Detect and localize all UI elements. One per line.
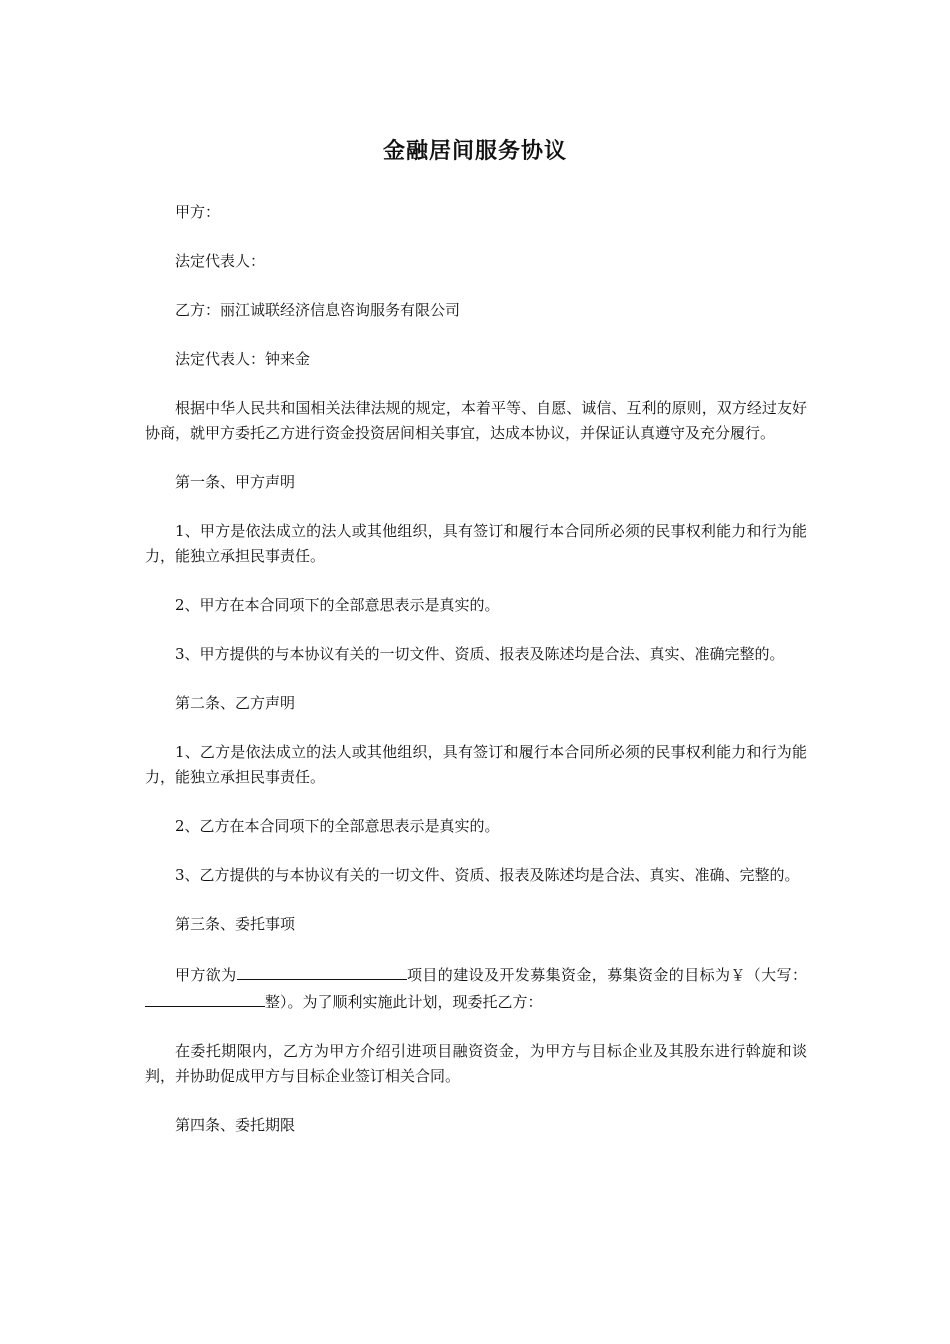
article-4-heading: 第四条、委托期限 (175, 1116, 296, 1134)
document-title: 金融居间服务协议 (382, 138, 567, 164)
article-3-text-part-2: 项目的建设及开发募集资金，募集资金的目标为￥（大写： (406, 966, 807, 984)
article-1-heading: 第一条、甲方声明 (175, 473, 296, 491)
project-name-blank[interactable] (237, 961, 407, 980)
article-3-paragraph-2: 在委托期限内，乙方为甲方介绍引进项目融资资金，为甲方与目标企业及其股东进行斡旋和谈判，并协助促成甲方与目标企业签订相关合同。 (145, 1042, 807, 1085)
party-b-line: 乙方：丽江诚联经济信息咨询服务有限公司 (175, 301, 461, 319)
article-1-item-2: 2、甲方在本合同项下的全部意思表示是真实的。 (175, 596, 500, 614)
article-3-heading: 第三条、委托事项 (175, 915, 296, 933)
document-body (145, 200, 807, 1162)
article-2-item-2: 2、乙方在本合同项下的全部意思表示是真实的。 (175, 817, 500, 835)
party-b-representative-line: 法定代表人：钟来金 (175, 350, 311, 368)
article-1-item-1: 1、甲方是依法成立的法人或其他组织，具有签订和履行本合同所必须的民事权利能力和行为能力，能独立承担民事责任。 (145, 522, 807, 565)
article-3-text-part-1: 甲方欲为 (175, 966, 237, 984)
party-a-representative-line: 法定代表人： (175, 252, 266, 270)
article-2-heading: 第二条、乙方声明 (175, 694, 296, 712)
preamble-paragraph: 根据中华人民共和国相关法律法规的规定，本着平等、自愿、诚信、互利的原则，双方经过友好协商，就甲方委托乙方进行资金投资居间相关事宜，达成本协议，并保证认真遵守及充分履行。 (145, 399, 807, 442)
amount-in-words-blank[interactable] (145, 988, 265, 1007)
article-1-item-3: 3、甲方提供的与本协议有关的一切文件、资质、报表及陈述均是合法、真实、准确完整的。 (175, 645, 785, 663)
article-3-text-part-3: 整）。为了顺利实施此计划，现委托乙方： (265, 993, 543, 1011)
party-a-line: 甲方： (175, 203, 221, 221)
article-3-paragraph-1 (145, 961, 807, 1015)
article-2-item-1: 1、乙方是依法成立的法人或其他组织，具有签订和履行本合同所必须的民事权利能力和行为能力，能独立承担民事责任。 (145, 743, 807, 786)
article-2-item-3: 3、乙方提供的与本协议有关的一切文件、资质、报表及陈述均是合法、真实、准确、完整的。 (175, 866, 800, 884)
